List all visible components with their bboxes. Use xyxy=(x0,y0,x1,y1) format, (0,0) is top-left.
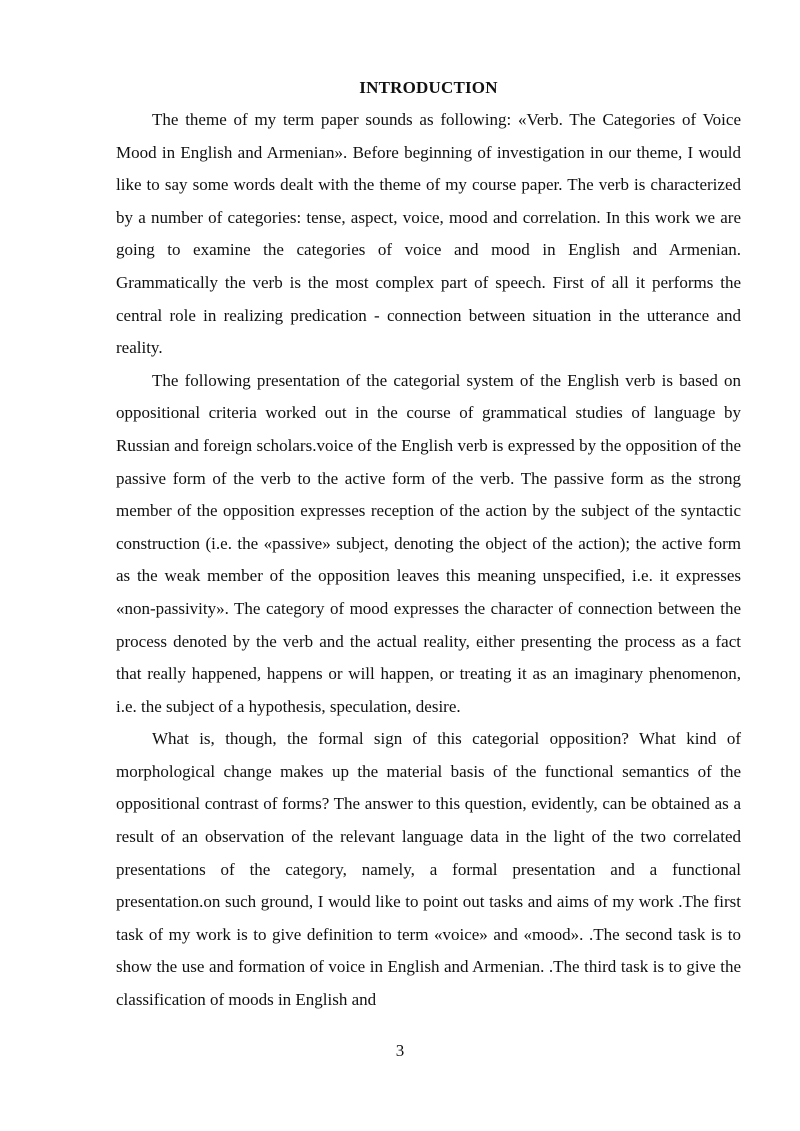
paragraph-1: The theme of my term paper sounds as following: «Verb. The Categories of Voice Mood in English and Armenian». Before beginning of investigation in our theme, I would like to say some words dealt with the theme of my course paper. The verb is characterized by a number of categories: tense, aspect, voice, mood and correlation. In this work we are going to examine the categories of voice and mood in English and Armenian. Grammatically the verb is the most complex part of speech. First of all it performs the central role in realizing predication - connection between situation in the utterance and reality. xyxy=(116,110,741,358)
paragraph-2: The following presentation of the categorial system of the English verb is based on oppositional criteria worked out in the course of grammatical studies of language by Russian and foreign scholars.voice of the English verb is expressed by the opposition of the passive form of the verb to the active form of the verb. The passive form as the strong member of the opposition expresses reception of the action by the subject of the syntactic construction (i.e. the «passive» subject, denoting the object of the action); the active form as the weak member of the opposition leaves this meaning unspecified, i.e. it expresses «non-passivity». The category of mood expresses the character of connection between the process denoted by the verb and the actual reality, either presenting the process as a fact that really happened, happens or will happen, or treating it as an imaginary phenomenon, i.e. the subject of a hypothesis, speculation, desire. xyxy=(116,370,741,716)
paragraph-3: What is, though, the formal sign of this categorial opposition? What kind of morphological change makes up the material basis of the functional semantics of the oppositional contrast of forms? The answer to this question, evidently, can be obtained as a result of an observation of the relevant language data in the light of the two correlated presentations of the category, namely, a formal presentation and a functional presentation.on such ground, I would like to point out tasks and aims of my work .The first task of my work is to give definition to term «voice» and «mood». .The second task is to show the use and formation of voice in English and Armenian. .The third task is to give the classification of moods in English and xyxy=(116,729,741,1010)
page-number: 3 xyxy=(395,1041,405,1060)
page-title: INTRODUCTION xyxy=(359,78,498,97)
document-page xyxy=(116,74,741,1017)
